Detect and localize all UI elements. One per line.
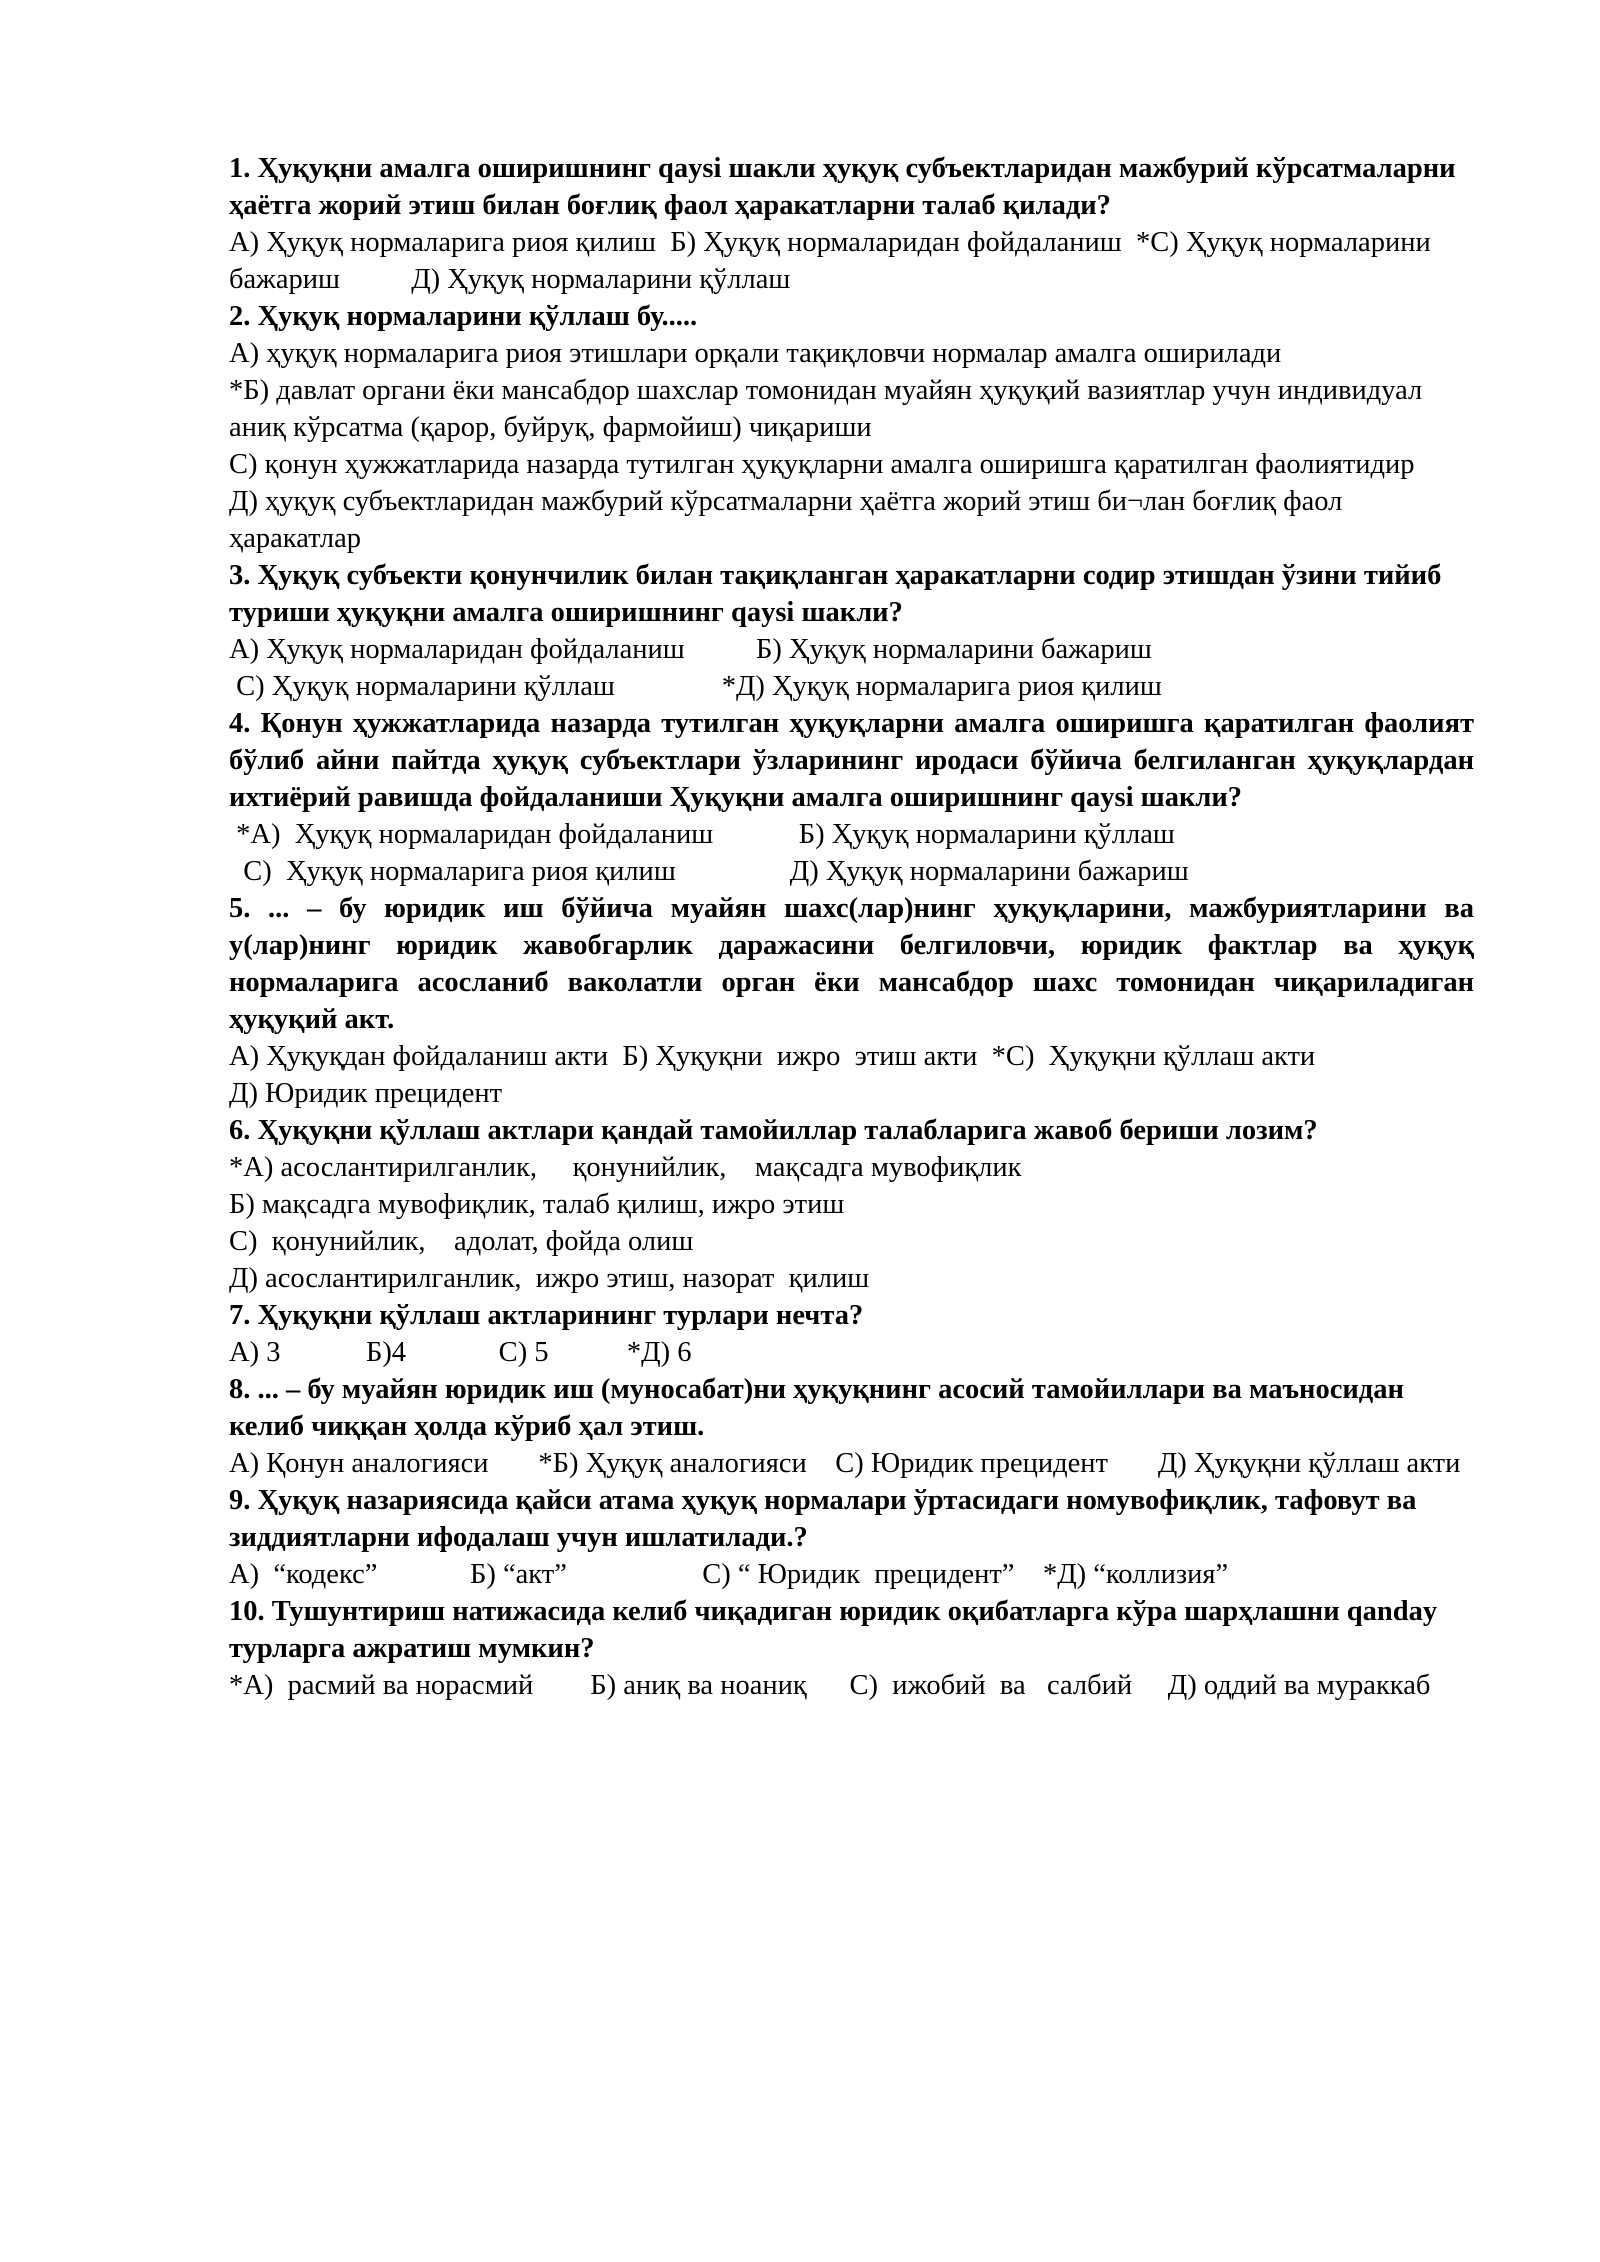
question-2: 2. Ҳуқуқ нормаларини қўллаш бу..... xyxy=(229,301,698,332)
answer-options-row-1: А) Ҳуқуқ нормаларидан фойдаланиш Б) Ҳуқуқ нормаларини бажариш xyxy=(229,634,1152,665)
answer-options-row-2: С) Ҳуқуқ нормаларини қўллаш *Д) Ҳуқуқ нормаларига риоя қилиш xyxy=(229,671,1162,702)
answer-option-a: А) ҳуқуқ нормаларига риоя этишлари орқали тақиқловчи нормалар амалга оширилади xyxy=(229,338,1282,369)
question-8: 8. ... – бу муайян юридик иш (муносабат)ни ҳуқуқнинг асосий тамойиллари ва маъносидан келиб чиққан ҳолда кўриб ҳал этиш. xyxy=(229,1374,1404,1442)
question-7: 7. Ҳуқуқни қўллаш актларининг турлари нечта? xyxy=(229,1300,864,1331)
answer-option-b: *Б) давлат органи ёки мансабдор шахслар томонидан муайян ҳуқуқий вазиятлар учун индивидуал аниқ кўрсатма (қарор, буйруқ, фармойиш) чиқариши xyxy=(229,375,1430,443)
answer-options-row-2: Д) Юридик прецидент xyxy=(229,1078,503,1109)
answer-options-row-1: *А) Ҳуқуқ нормаларидан фойдаланиш Б) Ҳуқуқ нормаларини қўллаш xyxy=(229,819,1175,850)
question-3: 3. Ҳуқуқ субъекти қонунчилик билан тақиқланган ҳаракатларни содир этишдан ўзини тийиб туриши ҳуқуқни амалга оширишнинг qaysi шакли? xyxy=(229,560,1442,628)
question-10: 10. Тушунтириш натижасида келиб чиқадиган юридик оқибатларга кўра шарҳлашни qanday турларга ажратиш мумкин? xyxy=(229,1596,1438,1664)
answer-option-d: Д) асослантирилганлик, ижро этиш, назорат қилиш xyxy=(229,1263,870,1294)
answer-options: А) “кодекс” Б) “акт” С) “ Юридик прецидент” *Д) “коллизия” xyxy=(229,1559,1229,1590)
answer-options: *А) расмий ва норасмий Б) аниқ ва ноаниқ С) ижобий ва салбий Д) оддий ва мураккаб xyxy=(229,1670,1431,1701)
answer-option-b: Б) мақсадга мувофиқлик, талаб қилиш, ижро этиш xyxy=(229,1189,845,1220)
question-4: 4. Қонун ҳужжатларида назарда тутилган ҳуқуқларни амалга оширишга қаратилган фаолият бўлиб айни пайтда ҳуқуқ субъектлари ўзларининг иродаси бўйича белгиланган ҳуқуқлардан ихтиёрий равишда фойдаланиши Ҳуқуқни амалга оширишнинг qaysi шакли? xyxy=(229,708,1474,813)
question-9: 9. Ҳуқуқ назариясида қайси атама ҳуқуқ нормалари ўртасидаги номувофиқлик, тафовут ва зиддиятларни ифодалаш учун ишлатилади.? xyxy=(229,1485,1417,1553)
answer-options-row-2: С) Ҳуқуқ нормаларига риоя қилиш Д) Ҳуқуқ нормаларини бажариш xyxy=(229,856,1189,887)
answer-option-d: Д) ҳуқуқ субъектларидан мажбурий кўрсатмаларни ҳаётга жорий этиш би¬лан боғлиқ фаол ҳаракатлар xyxy=(229,486,1350,554)
question-1: 1. Ҳуқуқни амалга оширишнинг qaysi шакли ҳуқуқ субъектларидан мажбурий кўрсатмаларни ҳаётга жорий этиш билан боғлиқ фаол ҳаракатларни талаб қилади? xyxy=(229,153,1456,221)
question-5: 5. ... – бу юридик иш бўйича муайян шахс(лар)нинг ҳуқуқларини, мажбуриятларини ва у(лар)нинг юридик жавобгарлик даражасини белгиловчи, юридик фактлар ва ҳуқуқ нормаларига асосланиб ваколатли орган ёки мансабдор шахс томонидан чиқариладиган ҳуқуқий акт. xyxy=(229,893,1474,1035)
answer-option-c: С) қонунийлик, адолат, фойда олиш xyxy=(229,1226,694,1257)
answer-option-c: С) қонун ҳужжатларида назарда тутилган ҳуқуқларни амалга оширишга қаратилган фаолиятидир xyxy=(229,449,1415,480)
answer-options: А) 3 Б)4 С) 5 *Д) 6 xyxy=(229,1337,692,1368)
document-page xyxy=(229,150,1474,1704)
question-6: 6. Ҳуқуқни қўллаш актлари қандай тамойиллар талабларига жавоб бериши лозим? xyxy=(229,1115,1318,1146)
answer-options: А) Ҳуқуқ нормаларига риоя қилиш Б) Ҳуқуқ нормаларидан фойдаланиш *С) Ҳуқуқ нормаларини бажариш Д) Ҳуқуқ нормаларини қўллаш xyxy=(229,227,1438,295)
answer-options-row-1: А) Ҳуқуқдан фойдаланиш акти Б) Ҳуқуқни ижро этиш акти *С) Ҳуқуқни қўллаш акти xyxy=(229,1041,1316,1072)
answer-options: А) Қонун аналогияси *Б) Ҳуқуқ аналогияси С) Юридик прецидент Д) Ҳуқуқни қўллаш акти xyxy=(229,1448,1461,1479)
answer-option-a: *А) асослантирилганлик, қонунийлик, мақсадга мувофиқлик xyxy=(229,1152,1022,1183)
